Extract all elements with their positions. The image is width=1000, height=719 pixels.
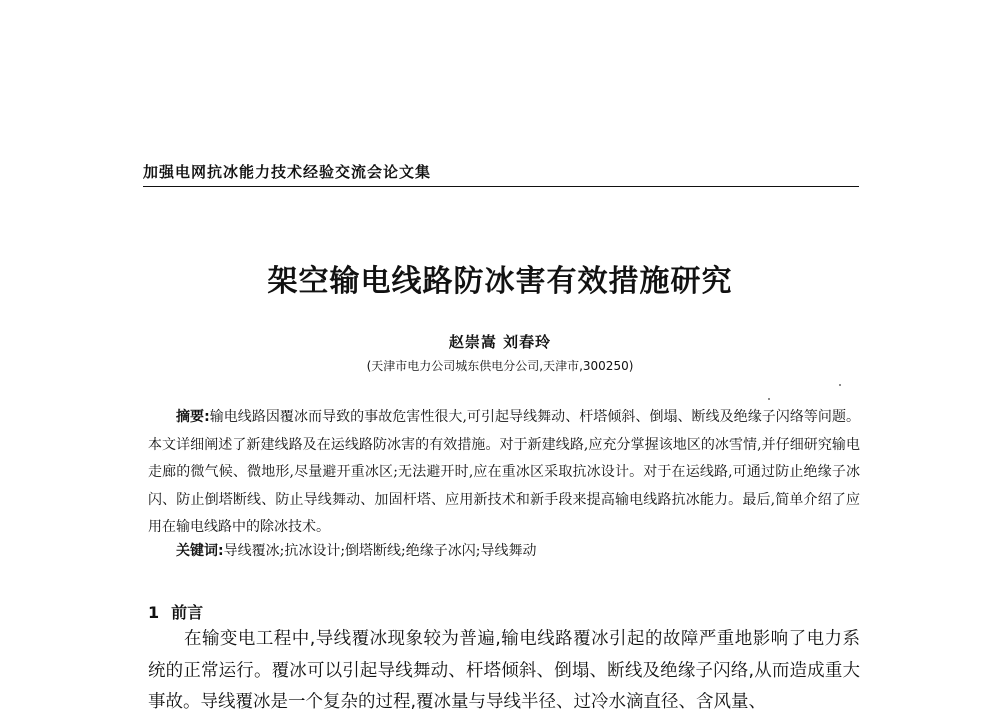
keywords — [176, 540, 536, 560]
paper-title: 架空输电线路防冰害有效措施研究 — [267, 264, 733, 299]
section-title: 前言 — [171, 603, 204, 622]
abstract — [148, 404, 860, 542]
section-body-text: 在输变电工程中,导线覆冰现象较为普遍,输电线路覆冰引起的故障严重地影响了电力系统的正常运行。覆冰可以引起导线舞动、杆塔倾斜、倒塌、断线及绝缘子闪络,从而造成重大事故。导线覆冰是一个复杂的过程,覆冰量与导线半径、过冷水滴直径、含风量、 — [148, 629, 860, 712]
scan-speck — [768, 398, 770, 400]
keywords-label: 关键词: — [176, 543, 224, 559]
paper-authors: 赵崇嵩 刘春玲 — [448, 333, 552, 351]
paper-affiliation: (天津市电力公司城东供电分公司,天津市,300250) — [366, 359, 634, 373]
section-number: 1 — [148, 603, 160, 622]
abstract-text: 输电线路因覆冰而导致的事故危害性很大,可引起导线舞动、杆塔倾斜、倒塌、断线及绝缘子闪络等问题。本文详细阐述了新建线路及在运线路防冰害的有效措施。对于新建线路,应充分掌握该地区的冰雪情,并仔细研究输电走廊的微气候、微地形,尽量避开重冰区;无法避开时,应在重冰区采取抗冰设计。对于在运线路,可通过防止绝缘子冰闪、防止倒塔断线、防止导线舞动、加固杆塔、应用新技术和新手段来提高输电线路抗冰能力。最后,简单介绍了应用在输电线路中的除冰技术。 — [148, 409, 860, 535]
section-heading-introduction — [148, 600, 203, 623]
keywords-text: 导线覆冰;抗冰设计;倒塔断线;绝缘子冰闪;导线舞动 — [223, 543, 537, 559]
scan-speck — [839, 384, 841, 386]
abstract-label: 摘要: — [176, 409, 210, 425]
running-header: 加强电网抗冰能力技术经验交流会论文集 — [143, 163, 432, 181]
header-rule — [143, 186, 859, 187]
